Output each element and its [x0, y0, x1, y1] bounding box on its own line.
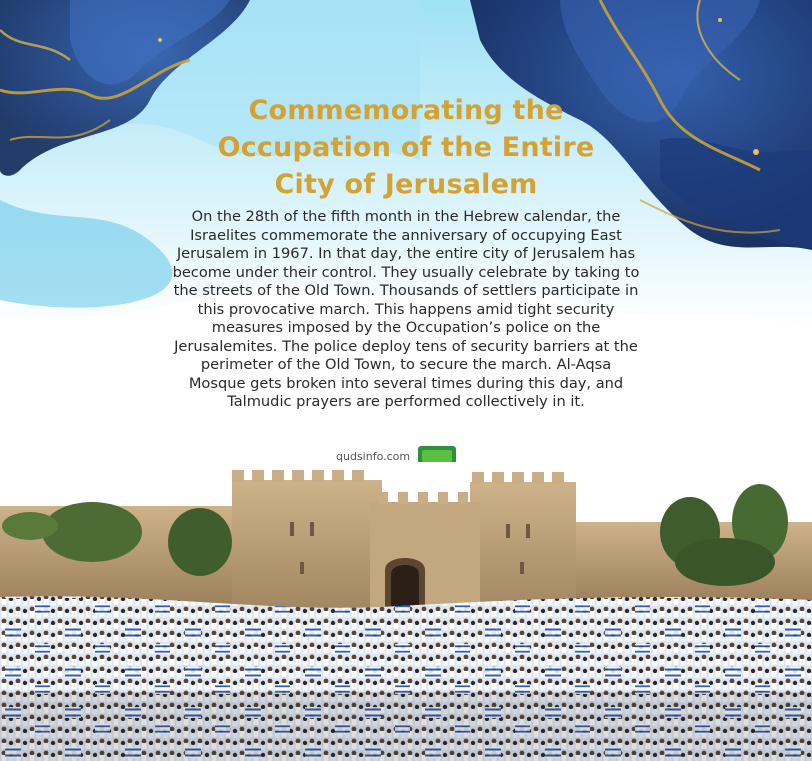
- body-line-3: Jerusalem in 1967. In that day, the entire city of Jerusalem has: [176, 245, 636, 262]
- body-line-5: the streets of the Old Town. Thousands of settlers participate in: [173, 282, 639, 299]
- body-line-11: Talmudic prayers are performed collectively in it.: [227, 393, 585, 410]
- body-paragraph: [126, 208, 686, 412]
- damascus-gate-photo: [0, 462, 812, 761]
- title-line-1: Commemorating the: [248, 95, 564, 126]
- page-title: [156, 92, 656, 203]
- body-line-7: measures imposed by the Occupation’s police on the: [211, 319, 601, 336]
- body-line-4: become under their control. They usually celebrate by taking to: [172, 263, 640, 281]
- body-line-9: perimeter of the Old Town, to secure the march. Al-Aqsa: [200, 356, 612, 373]
- title-line-2: Occupation of the Entire: [217, 132, 595, 163]
- body-line-2: Israelites commemorate the anniversary of occupying East: [190, 226, 622, 244]
- credit-text: qudsinfo.com: [336, 449, 411, 463]
- body-line-8: Jerusalemites. The police deploy tens of security barriers at the: [174, 337, 638, 355]
- title-line-3: City of Jerusalem: [274, 169, 538, 200]
- body-line-6: this provocative march. This happens amid tight security: [197, 300, 615, 318]
- body-line-1: On the 28th of the fifth month in the Hebrew calendar, the: [191, 208, 621, 225]
- body-line-10: Mosque gets broken into several times during this day, and: [188, 374, 624, 392]
